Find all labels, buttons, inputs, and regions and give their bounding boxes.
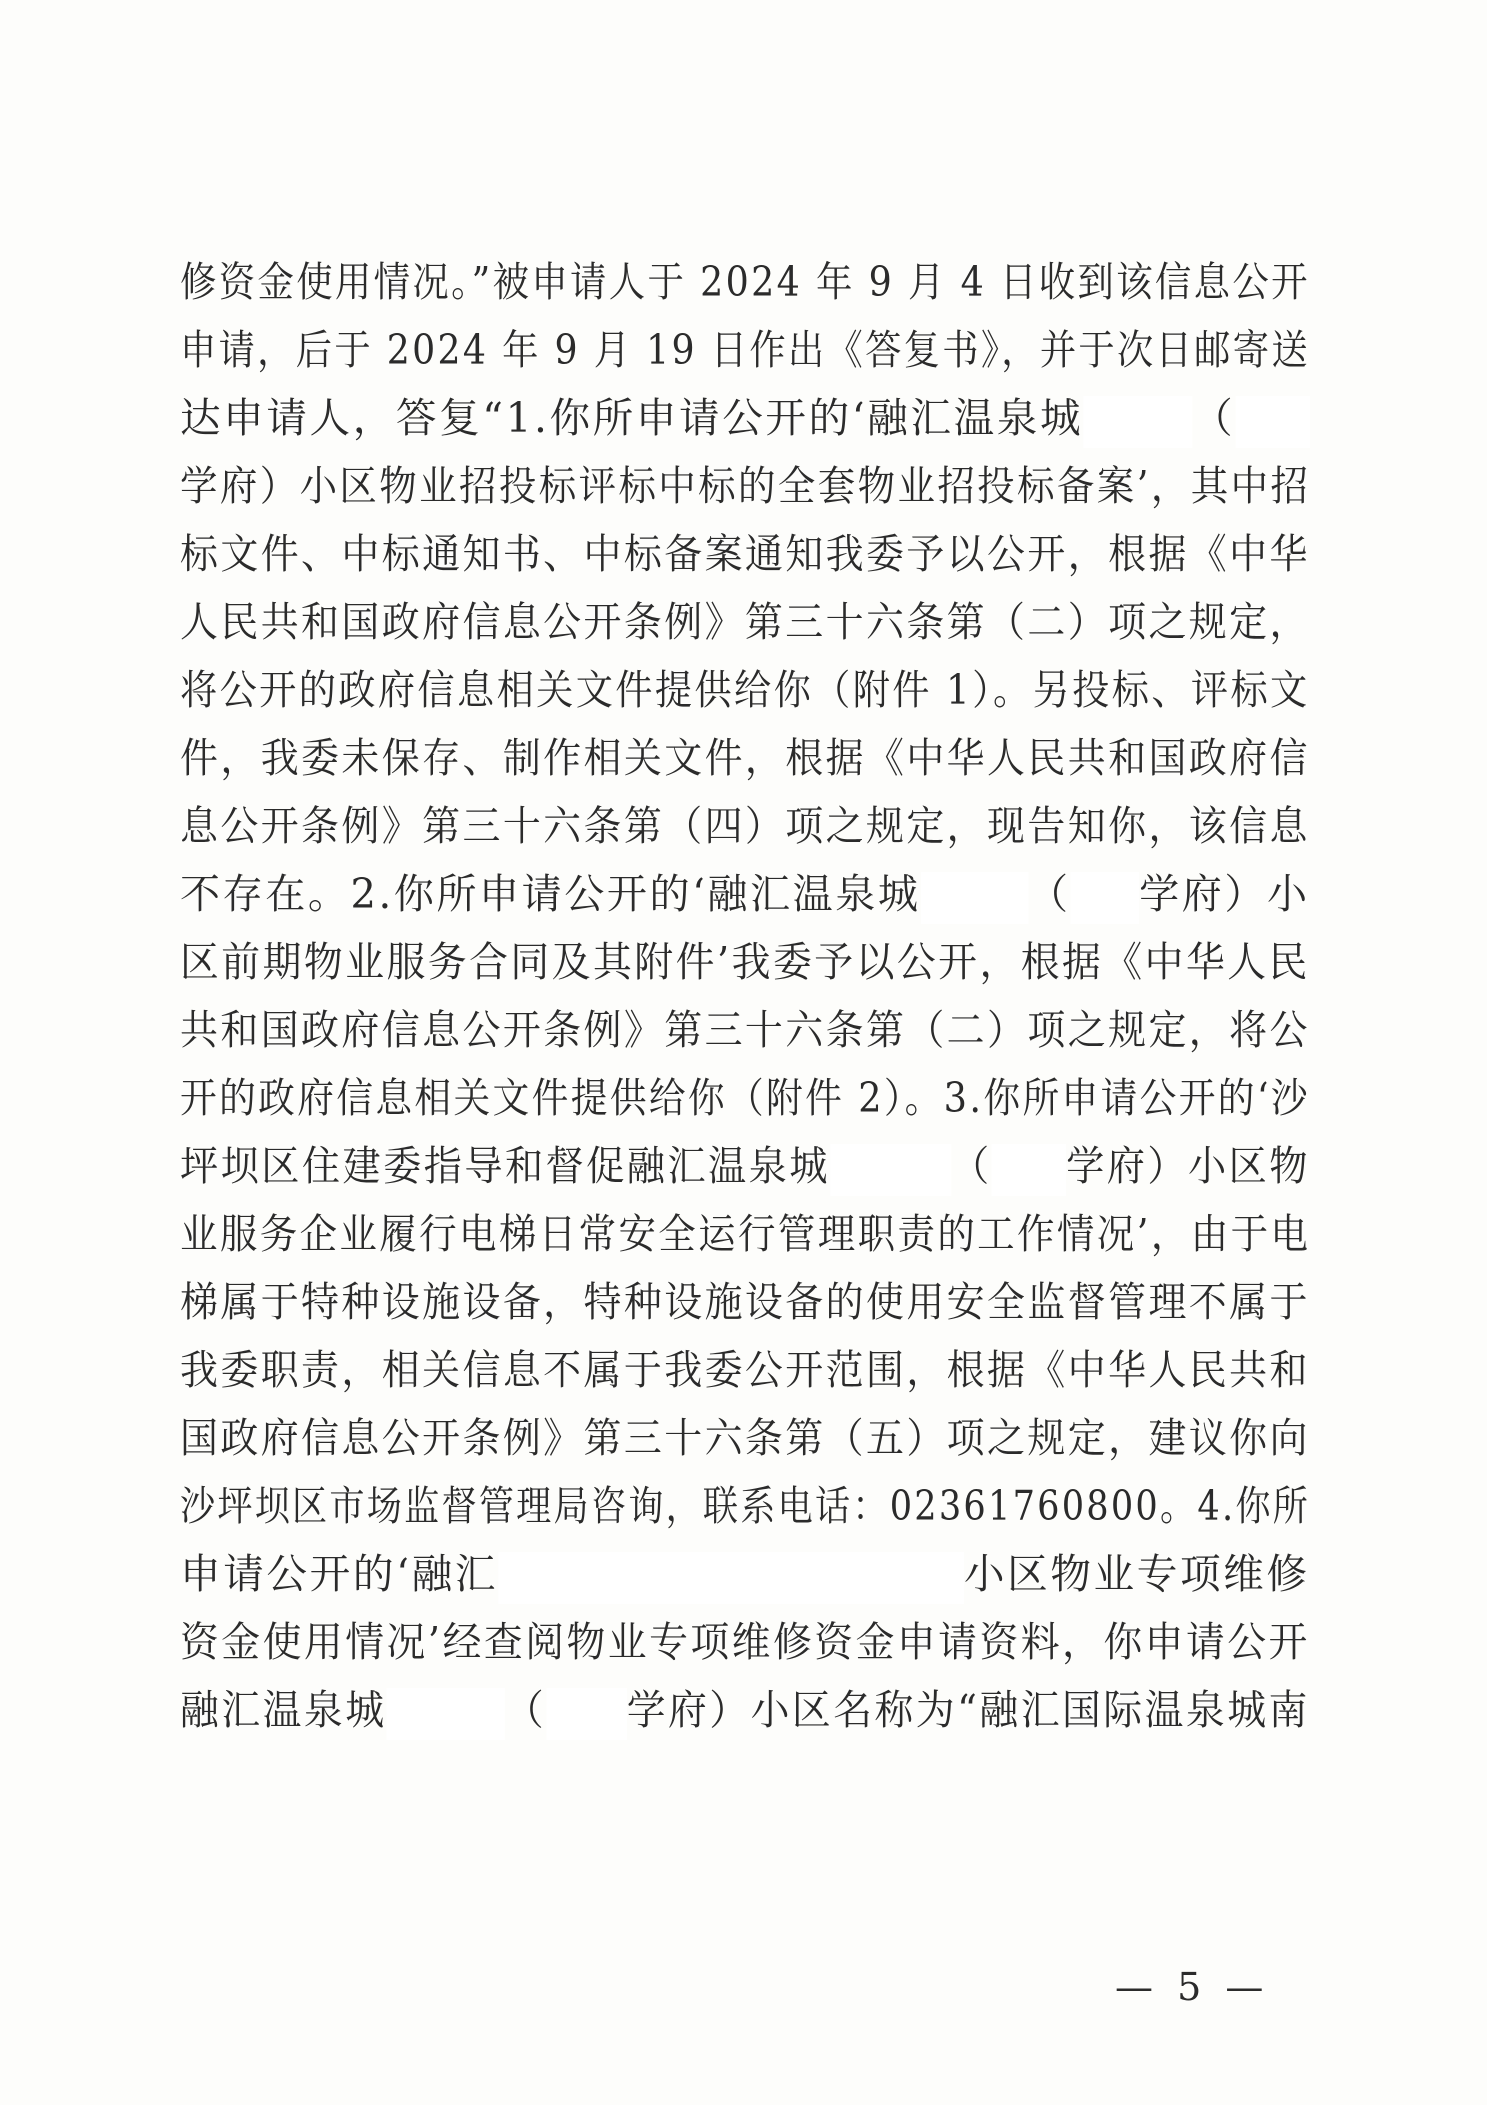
redaction-box [1235,396,1309,448]
text-segment: （ [504,1686,547,1734]
text-segment: 共和国政府信息公开条例》第三十六条第（二）项之规定，将公 [180,1006,1310,1054]
text-line [180,1132,1310,1200]
redaction-box [546,1688,627,1740]
text-segment: 件，我委未保存、制作相关文件，根据《中华人民共和国政府信 [180,734,1310,782]
text-segment: （ [951,1142,992,1190]
text-segment: 学府）小区物 [1066,1142,1310,1190]
text-line [180,1540,1310,1608]
text-line [180,1336,1310,1404]
text-line [180,928,1310,996]
text-line [180,656,1310,724]
text-line [180,792,1310,860]
text-segment: 学府）小 [1139,870,1310,918]
text-segment: 融汇温泉城 [180,1686,387,1734]
redaction-box [921,872,1029,924]
text-line [180,860,1310,928]
text-line [180,1608,1310,1676]
text-line [180,316,1310,384]
redaction-box [830,1144,951,1196]
text-line [180,384,1299,452]
text-segment: （ [1192,394,1236,442]
text-segment: 申请公开的‘融汇 [180,1550,499,1598]
redaction-box [1083,396,1192,448]
text-line [180,1268,1310,1336]
text-segment: 国政府信息公开条例》第三十六条第（五）项之规定，建议你向 [180,1414,1310,1462]
text-segment: 息公开条例》第三十六条第（四）项之规定，现告知你，该信息 [180,802,1310,850]
text-line [180,724,1310,792]
text-segment: 学府）小区名称为“融汇国际温泉城南 [626,1686,1310,1734]
text-segment: 我委职责，相关信息不属于我委公开范围，根据《中华人民共和 [180,1346,1310,1394]
text-segment: 修资金使用情况。”被申请人于 2024 年 9 月 4 日收到该信息公开 [180,258,1310,306]
text-line [180,1200,1311,1268]
text-line [180,248,1310,316]
text-segment: 人民共和国政府信息公开条例》第三十六条第（二）项之规定， [180,598,1310,646]
text-segment: 梯属于特种设施设备，特种设施设备的使用安全监督管理不属于 [180,1278,1310,1326]
text-segment: 将公开的政府信息相关文件提供给你（附件 1）。另投标、评标文 [180,666,1310,714]
redaction-box [992,1144,1067,1196]
text-segment: 标文件、中标通知书、中标备案通知我委予以公开，根据《中华 [180,530,1310,578]
text-segment: 小区物业专项维修 [963,1550,1310,1598]
text-segment: 坪坝区住建委指导和督促融汇温泉城 [180,1142,830,1190]
text-segment: 资金使用情况’经查阅物业专项维修资金申请资料，你申请公开 [180,1618,1310,1666]
text-line [180,1676,1310,1744]
body-text [180,248,1310,1744]
text-line [180,452,1311,520]
text-segment: 开的政府信息相关文件提供给你（附件 2）。3.你所申请公开的‘沙 [180,1074,1310,1122]
text-line [180,1064,1310,1132]
text-segment: 区前期物业服务合同及其附件’我委予以公开，根据《中华人民 [180,938,1310,986]
text-segment: （ [1028,870,1071,918]
text-line [180,1472,1311,1540]
text-segment: 达申请人，答复“1.你所申请公开的‘融汇温泉城 [180,394,1084,442]
text-segment: 不存在。2.你所申请公开的‘融汇温泉城 [180,870,921,918]
text-line [180,520,1310,588]
text-line [180,996,1310,1064]
redaction-box [498,1552,964,1604]
text-line [180,588,1310,656]
page-number: — 5 — [1115,1965,1270,2009]
text-segment: 学府）小区物业招投标评标中标的全套物业招投标备案’，其中招 [180,462,1311,510]
redaction-box [1071,872,1139,924]
text-segment: 业服务企业履行电梯日常安全运行管理职责的工作情况’，由于电 [180,1210,1311,1258]
text-segment: 申请，后于 2024 年 9 月 19 日作出《答复书》，并于次日邮寄送 [180,326,1310,374]
text-segment: 沙坪坝区市场监督管理局咨询，联系电话：02361760800。4.你所 [180,1482,1311,1530]
redaction-box [386,1688,504,1740]
text-line [180,1404,1310,1472]
